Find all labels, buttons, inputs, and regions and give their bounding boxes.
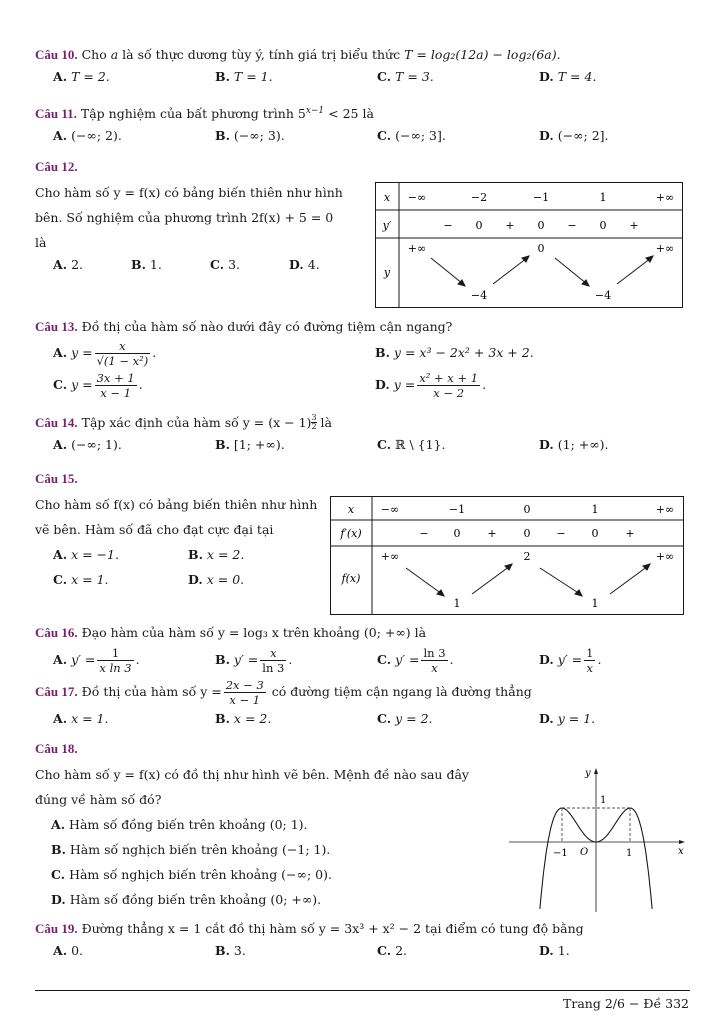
- answer-options: [35, 542, 325, 592]
- answer-options: [35, 940, 690, 962]
- question-14: [35, 412, 690, 456]
- option-d[interactable]: D. T = 4.: [539, 69, 597, 84]
- x-value: −2: [470, 191, 488, 204]
- arrow-up: [617, 258, 651, 284]
- option-c[interactable]: C. x = 1.: [53, 572, 109, 587]
- question-13: [35, 316, 690, 402]
- option-c[interactable]: C. ℝ \ {1}.: [377, 437, 446, 452]
- y-value: −4: [594, 289, 612, 302]
- y-value: −4: [470, 289, 488, 302]
- option-d[interactable]: D. x = 0.: [188, 572, 245, 587]
- sign: +: [625, 527, 635, 540]
- arrow-down: [431, 258, 463, 284]
- option-d[interactable]: D. 4.: [289, 257, 320, 272]
- question-number: Câu 16.: [35, 625, 78, 640]
- f-value: 1: [453, 597, 461, 610]
- x-row-label: x: [383, 191, 391, 204]
- sign: 0: [537, 219, 545, 232]
- expression: T = log₂(12a) − log₂(6a).: [404, 47, 561, 62]
- y-axis-label: y: [585, 768, 591, 779]
- sign: +: [629, 219, 639, 232]
- x-value: −∞: [407, 191, 427, 204]
- arrow-down: [540, 568, 580, 594]
- footer-divider: [35, 990, 690, 991]
- answer-options: [35, 708, 690, 730]
- question-stem-line: Cho hàm số y = f(x) có bảng biến thiên như hình: [35, 185, 343, 200]
- arrow-up: [472, 566, 510, 594]
- option-d[interactable]: D. Hàm số đồng biến trên khoảng (0; +∞).: [51, 892, 322, 907]
- question-number: Câu 18.: [35, 741, 78, 756]
- question-17: [35, 676, 690, 730]
- arrow-up: [610, 566, 648, 594]
- x-axis-label: x: [678, 846, 684, 857]
- option-b[interactable]: B. T = 1.: [215, 69, 273, 84]
- f-row-label: f(x): [341, 572, 361, 585]
- sign: −: [556, 527, 566, 540]
- option-a[interactable]: A. 0.: [53, 943, 83, 958]
- question-stem: Tập xác định của hàm số y = (x − 1): [81, 415, 312, 430]
- option-d[interactable]: D. 1.: [539, 943, 570, 958]
- question-number: Câu 11.: [35, 106, 77, 122]
- f-value: 2: [523, 550, 531, 563]
- sign: +: [505, 219, 515, 232]
- variable: a: [110, 47, 119, 62]
- question-number: Câu 12.: [35, 159, 78, 174]
- option-a[interactable]: A. Hàm số đồng biến trên khoảng (0; 1).: [51, 817, 308, 832]
- question-19: [35, 918, 690, 962]
- sign: 0: [523, 527, 531, 540]
- variation-table: [375, 182, 683, 308]
- option-d[interactable]: D. (1; +∞).: [539, 437, 609, 452]
- f-value: +∞: [655, 550, 675, 563]
- question-11: [35, 100, 690, 147]
- option-a[interactable]: A. (−∞; 2).: [53, 128, 122, 144]
- question-stem: Đồ thị của hàm số y =: [81, 684, 222, 699]
- option-c[interactable]: C. 3.: [210, 257, 241, 272]
- x-value: 1: [599, 191, 607, 204]
- sign: −: [443, 219, 453, 232]
- question-stem: Đạo hàm của hàm số y = log₃ x trên khoảng (0; +∞) là: [81, 625, 427, 640]
- question-stem: Cho: [81, 47, 111, 62]
- expression: $5^{x-1}$: [297, 106, 325, 122]
- tick-label: 1: [626, 848, 633, 859]
- question-stem: là số thực dương tùy ý, tính giá trị biểu thức: [118, 47, 405, 62]
- fraction: $\frac{2x - 3}{x - 1}$: [225, 678, 264, 707]
- question-stem: là: [320, 415, 332, 430]
- y-value: 0: [537, 242, 545, 255]
- page-footer: Trang 2/6 − Đề 332: [563, 996, 689, 1011]
- option-b[interactable]: B. (−∞; 3).: [215, 128, 285, 144]
- x-value: −1: [532, 191, 550, 204]
- variation-table: [330, 496, 684, 615]
- tick-label: −1: [553, 848, 568, 859]
- derivative-row-label: y′: [382, 219, 392, 232]
- answer-options: [35, 368, 690, 402]
- question-number: Câu 15.: [35, 471, 78, 486]
- option-c[interactable]: C. y = $\frac{3x + 1}{x - 1}$ .: [53, 371, 143, 400]
- x-value: 1: [591, 503, 599, 516]
- option-a[interactable]: A. x = −1.: [53, 547, 119, 562]
- option-a[interactable]: A. T = 2.: [53, 69, 110, 84]
- question-stem: Đường thẳng x = 1 cắt đồ thị hàm số y = 3x³ + x² − 2 tại điểm có tung độ bằng: [81, 921, 584, 936]
- option-b[interactable]: B. y = x³ − 2x² + 3x + 2.: [375, 345, 534, 360]
- expression-rest: < 25 là: [328, 106, 374, 122]
- arrow-down: [555, 258, 587, 284]
- option-b[interactable]: B. x = 2.: [215, 711, 272, 726]
- option-b[interactable]: B. [1; +∞).: [215, 437, 285, 452]
- answer-options: [35, 66, 690, 88]
- sign: −: [419, 527, 429, 540]
- f-value: +∞: [380, 550, 400, 563]
- question-15: [35, 468, 690, 618]
- question-number: Câu 10.: [35, 47, 78, 62]
- option-c[interactable]: C. y = 2.: [377, 711, 433, 726]
- option-d[interactable]: D. (−∞; 2].: [539, 128, 609, 144]
- function-graph: [507, 764, 687, 914]
- question-stem: Đồ thị của hàm số nào dưới đây có đường tiệm cận ngang?: [81, 319, 453, 334]
- option-d[interactable]: D. y′ = $\frac{1}{x}$ .: [539, 646, 602, 675]
- x-value: −1: [448, 503, 466, 516]
- answer-options: [35, 644, 690, 676]
- question-stem: Tập nghiệm của bất phương trình: [80, 106, 294, 122]
- y-row-label: y: [383, 266, 391, 279]
- answer-options: [35, 338, 690, 368]
- option-c[interactable]: C. (−∞; 3].: [377, 128, 446, 144]
- exponent-fraction: $\frac{3}{2}$: [311, 413, 317, 431]
- question-stem-line: đúng về hàm số đó?: [35, 792, 162, 807]
- option-a[interactable]: A. y = $\frac{x}{\text{√(1 − x²)}}$ .: [53, 339, 157, 368]
- option-a[interactable]: A. 2.: [53, 257, 83, 272]
- question-stem-line: là: [35, 235, 47, 250]
- question-stem: có đường tiệm cận ngang là đường thẳng: [271, 684, 532, 699]
- y-value: +∞: [407, 242, 427, 255]
- option-a[interactable]: A. x = 1.: [53, 711, 109, 726]
- answer-options: [35, 254, 365, 276]
- option-b[interactable]: B. 3.: [215, 943, 246, 958]
- option-c[interactable]: C. 2.: [377, 943, 408, 958]
- y-value: +∞: [655, 242, 675, 255]
- sign: 0: [453, 527, 461, 540]
- option-a[interactable]: A. (−∞; 1).: [53, 437, 122, 452]
- option-c[interactable]: C. Hàm số nghịch biến trên khoảng (−∞; 0).: [51, 867, 332, 882]
- question-12: [35, 156, 690, 316]
- x-value: +∞: [655, 503, 675, 516]
- answer-options: [35, 125, 690, 147]
- sign: +: [487, 527, 497, 540]
- question-16: [35, 622, 690, 676]
- answer-options: [35, 434, 690, 456]
- option-a[interactable]: A. y′ = $\frac{1}{\text{x ln 3}}$ .: [53, 646, 140, 675]
- option-b[interactable]: B. x = 2.: [188, 547, 245, 562]
- sign: −: [567, 219, 577, 232]
- option-b[interactable]: B. y′ = $\frac{x}{\ln 3}$ .: [215, 646, 293, 675]
- option-b[interactable]: B. 1.: [131, 257, 162, 272]
- arrow-down: [406, 568, 442, 594]
- question-stem-line: bên. Số nghiệm của phương trình 2f(x) + 5 = 0: [35, 210, 334, 225]
- question-stem-line: Cho hàm số y = f(x) có đồ thị như hình vẽ bên. Mệnh đề nào sau đây: [35, 767, 469, 782]
- question-number: Câu 14.: [35, 415, 78, 430]
- question-number: Câu 19.: [35, 921, 78, 936]
- x-row-label: x: [347, 503, 355, 516]
- question-number: Câu 17.: [35, 684, 78, 699]
- question-number: Câu 13.: [35, 319, 78, 334]
- tick-label: 1: [600, 795, 607, 806]
- question-stem-line: Cho hàm số f(x) có bảng biến thiên như hình: [35, 497, 318, 512]
- question-18: [35, 738, 690, 914]
- origin-label: O: [580, 847, 589, 858]
- option-c[interactable]: C. T = 3.: [377, 69, 434, 84]
- option-b[interactable]: B. Hàm số nghịch biến trên khoảng (−1; 1).: [51, 842, 331, 857]
- sign: 0: [599, 219, 607, 232]
- option-d[interactable]: D. y = $\frac{\text{x² + x + 1}}{x - 2}$ .: [375, 371, 487, 400]
- sign: 0: [475, 219, 483, 232]
- question-10: [35, 44, 690, 88]
- option-c[interactable]: C. y′ = $\frac{\ln 3}{x}$ .: [377, 646, 454, 675]
- x-value: +∞: [655, 191, 675, 204]
- x-value: 0: [523, 503, 531, 516]
- option-d[interactable]: D. y = 1.: [539, 711, 596, 726]
- f-value: 1: [591, 597, 599, 610]
- x-value: −∞: [380, 503, 400, 516]
- sign: 0: [591, 527, 599, 540]
- arrow-up: [493, 258, 527, 284]
- question-stem-line: vẽ bên. Hàm số đã cho đạt cực đại tại: [35, 522, 274, 537]
- derivative-row-label: f′(x): [340, 527, 362, 540]
